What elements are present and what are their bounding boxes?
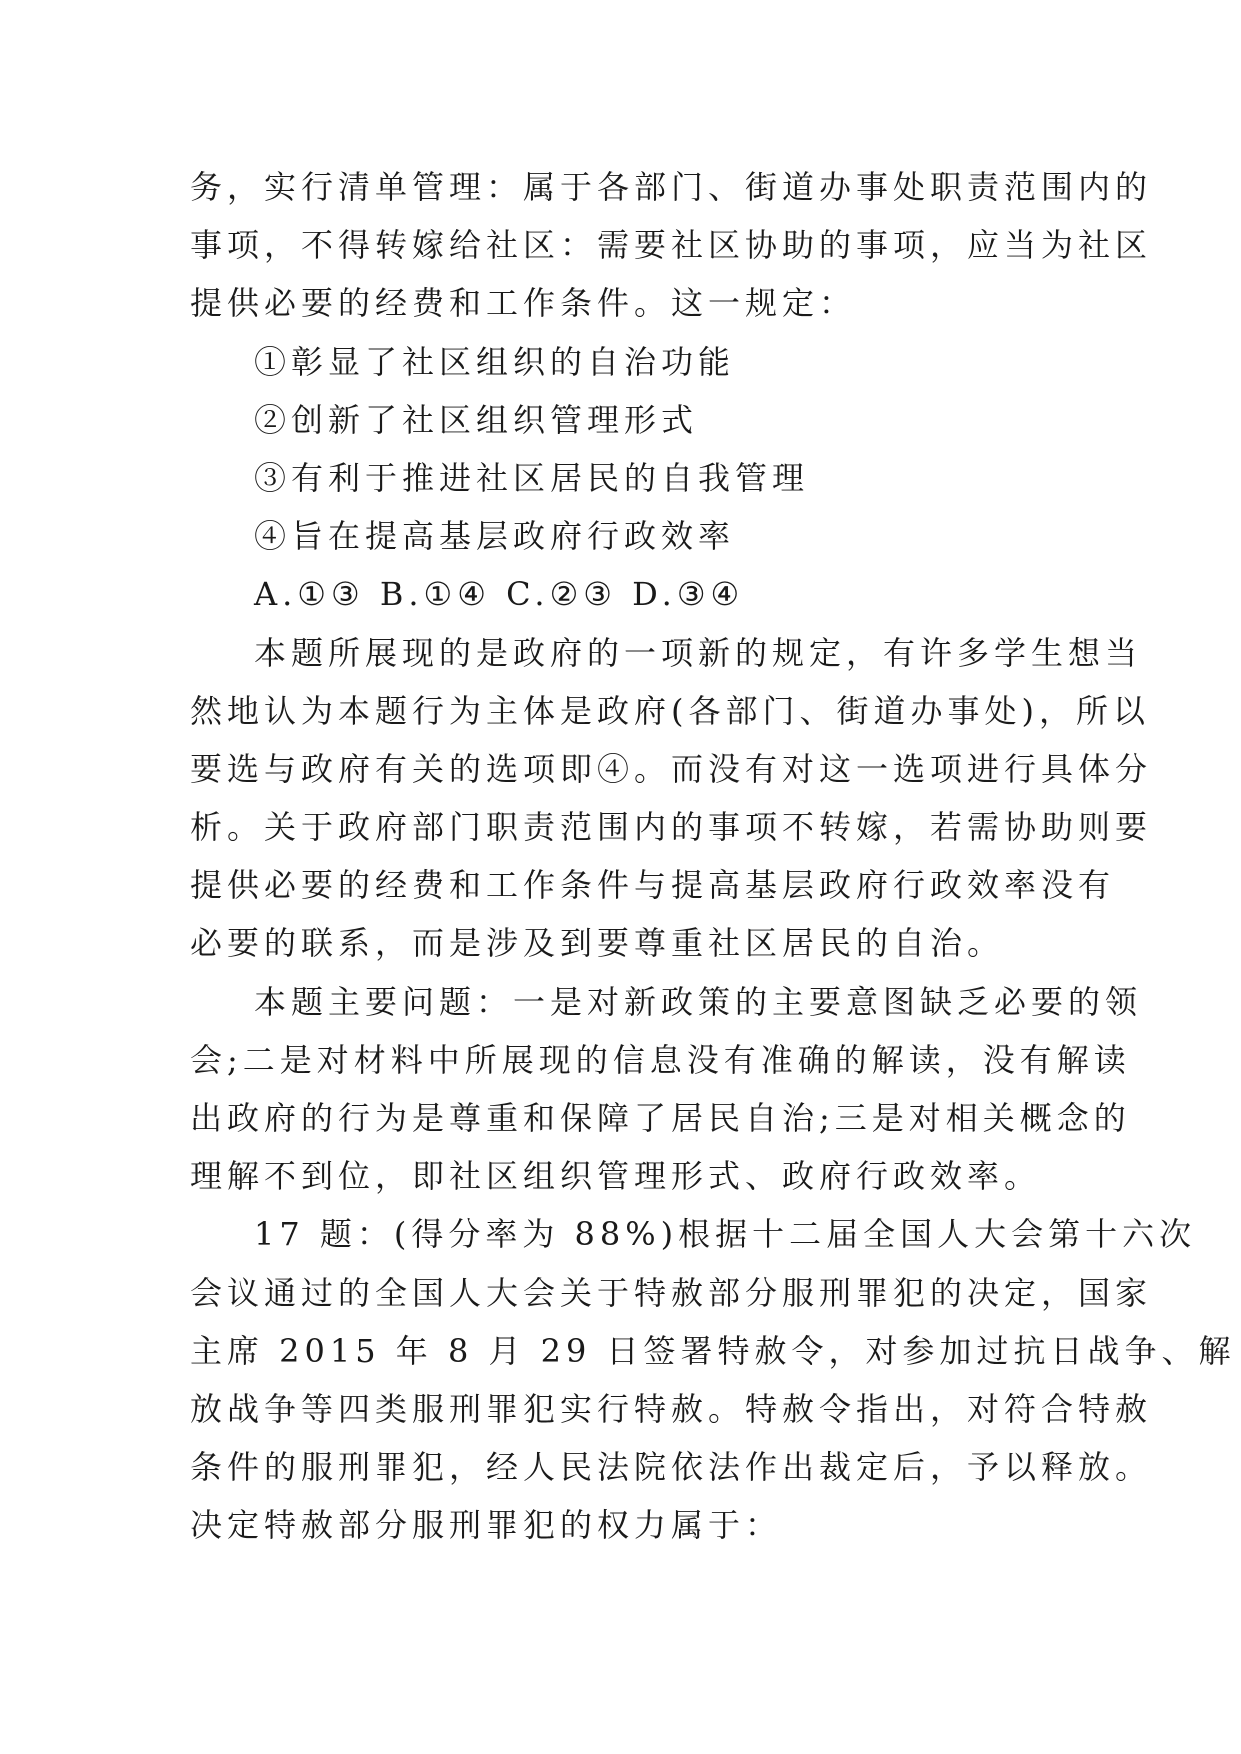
text-line: 务，实行清单管理：属于各部门、街道办事处职责范围内的 [190,168,1153,206]
text-line: ①彰显了社区组织的自治功能 [254,342,736,381]
text-line: 理解不到位，即社区组织管理形式、政府行政效率。 [190,1157,1042,1196]
document-body [190,158,1236,1555]
text-line: 事项，不得转嫁给社区：需要社区协助的事项，应当为社区 [190,226,1153,265]
text-line: 会;二是对材料中所展现的信息没有准确的解读，没有解读 [190,1040,1131,1079]
text-line: 本题主要问题：一是对新政策的主要意图缺乏必要的领 [254,982,1143,1021]
text-line: 会议通过的全国人大会关于特赦部分服刑罪犯的决定，国家 [190,1273,1153,1312]
text-line: 放战争等四类服刑罪犯实行特赦。特赦令指出，对符合特赦 [190,1389,1153,1428]
text-line: 17 题：(得分率为 88%)根据十二届全国人大会第十六次 [254,1215,1197,1254]
text-line: A.①③ B.①④ C.②③ D.③④ [254,575,745,614]
text-line: 然地认为本题行为主体是政府(各部门、街道办事处)，所以 [190,691,1150,730]
text-line: 出政府的行为是尊重和保障了居民自治;三是对相关概念的 [190,1099,1131,1137]
text-line: 必要的联系，而是涉及到要尊重社区居民的自治。 [190,924,1005,963]
text-line: 提供必要的经费和工作条件与提高基层政府行政效率没有 [190,866,1116,905]
text-line: 要选与政府有关的选项即④。而没有对这一选项进行具体分 [190,749,1153,788]
text-line: 析。关于政府部门职责范围内的事项不转嫁，若需协助则要 [190,808,1153,847]
text-line: ③有利于推进社区居民的自我管理 [254,458,810,497]
text-line: ②创新了社区组织管理形式 [254,400,699,439]
text-line: 条件的服刑罪犯，经人民法院依法作出裁定后，予以释放。 [190,1448,1153,1487]
text-line: ④旨在提高基层政府行政效率 [254,517,736,556]
text-line: 主席 2015 年 8 月 29 日签署特赦令，对参加过抗日战争、解 [190,1331,1236,1370]
text-line: 决定特赦部分服刑罪犯的权力属于： [190,1506,783,1545]
text-line: 本题所展现的是政府的一项新的规定，有许多学生想当 [254,633,1143,672]
text-line: 提供必要的经费和工作条件。这一规定： [190,284,857,323]
